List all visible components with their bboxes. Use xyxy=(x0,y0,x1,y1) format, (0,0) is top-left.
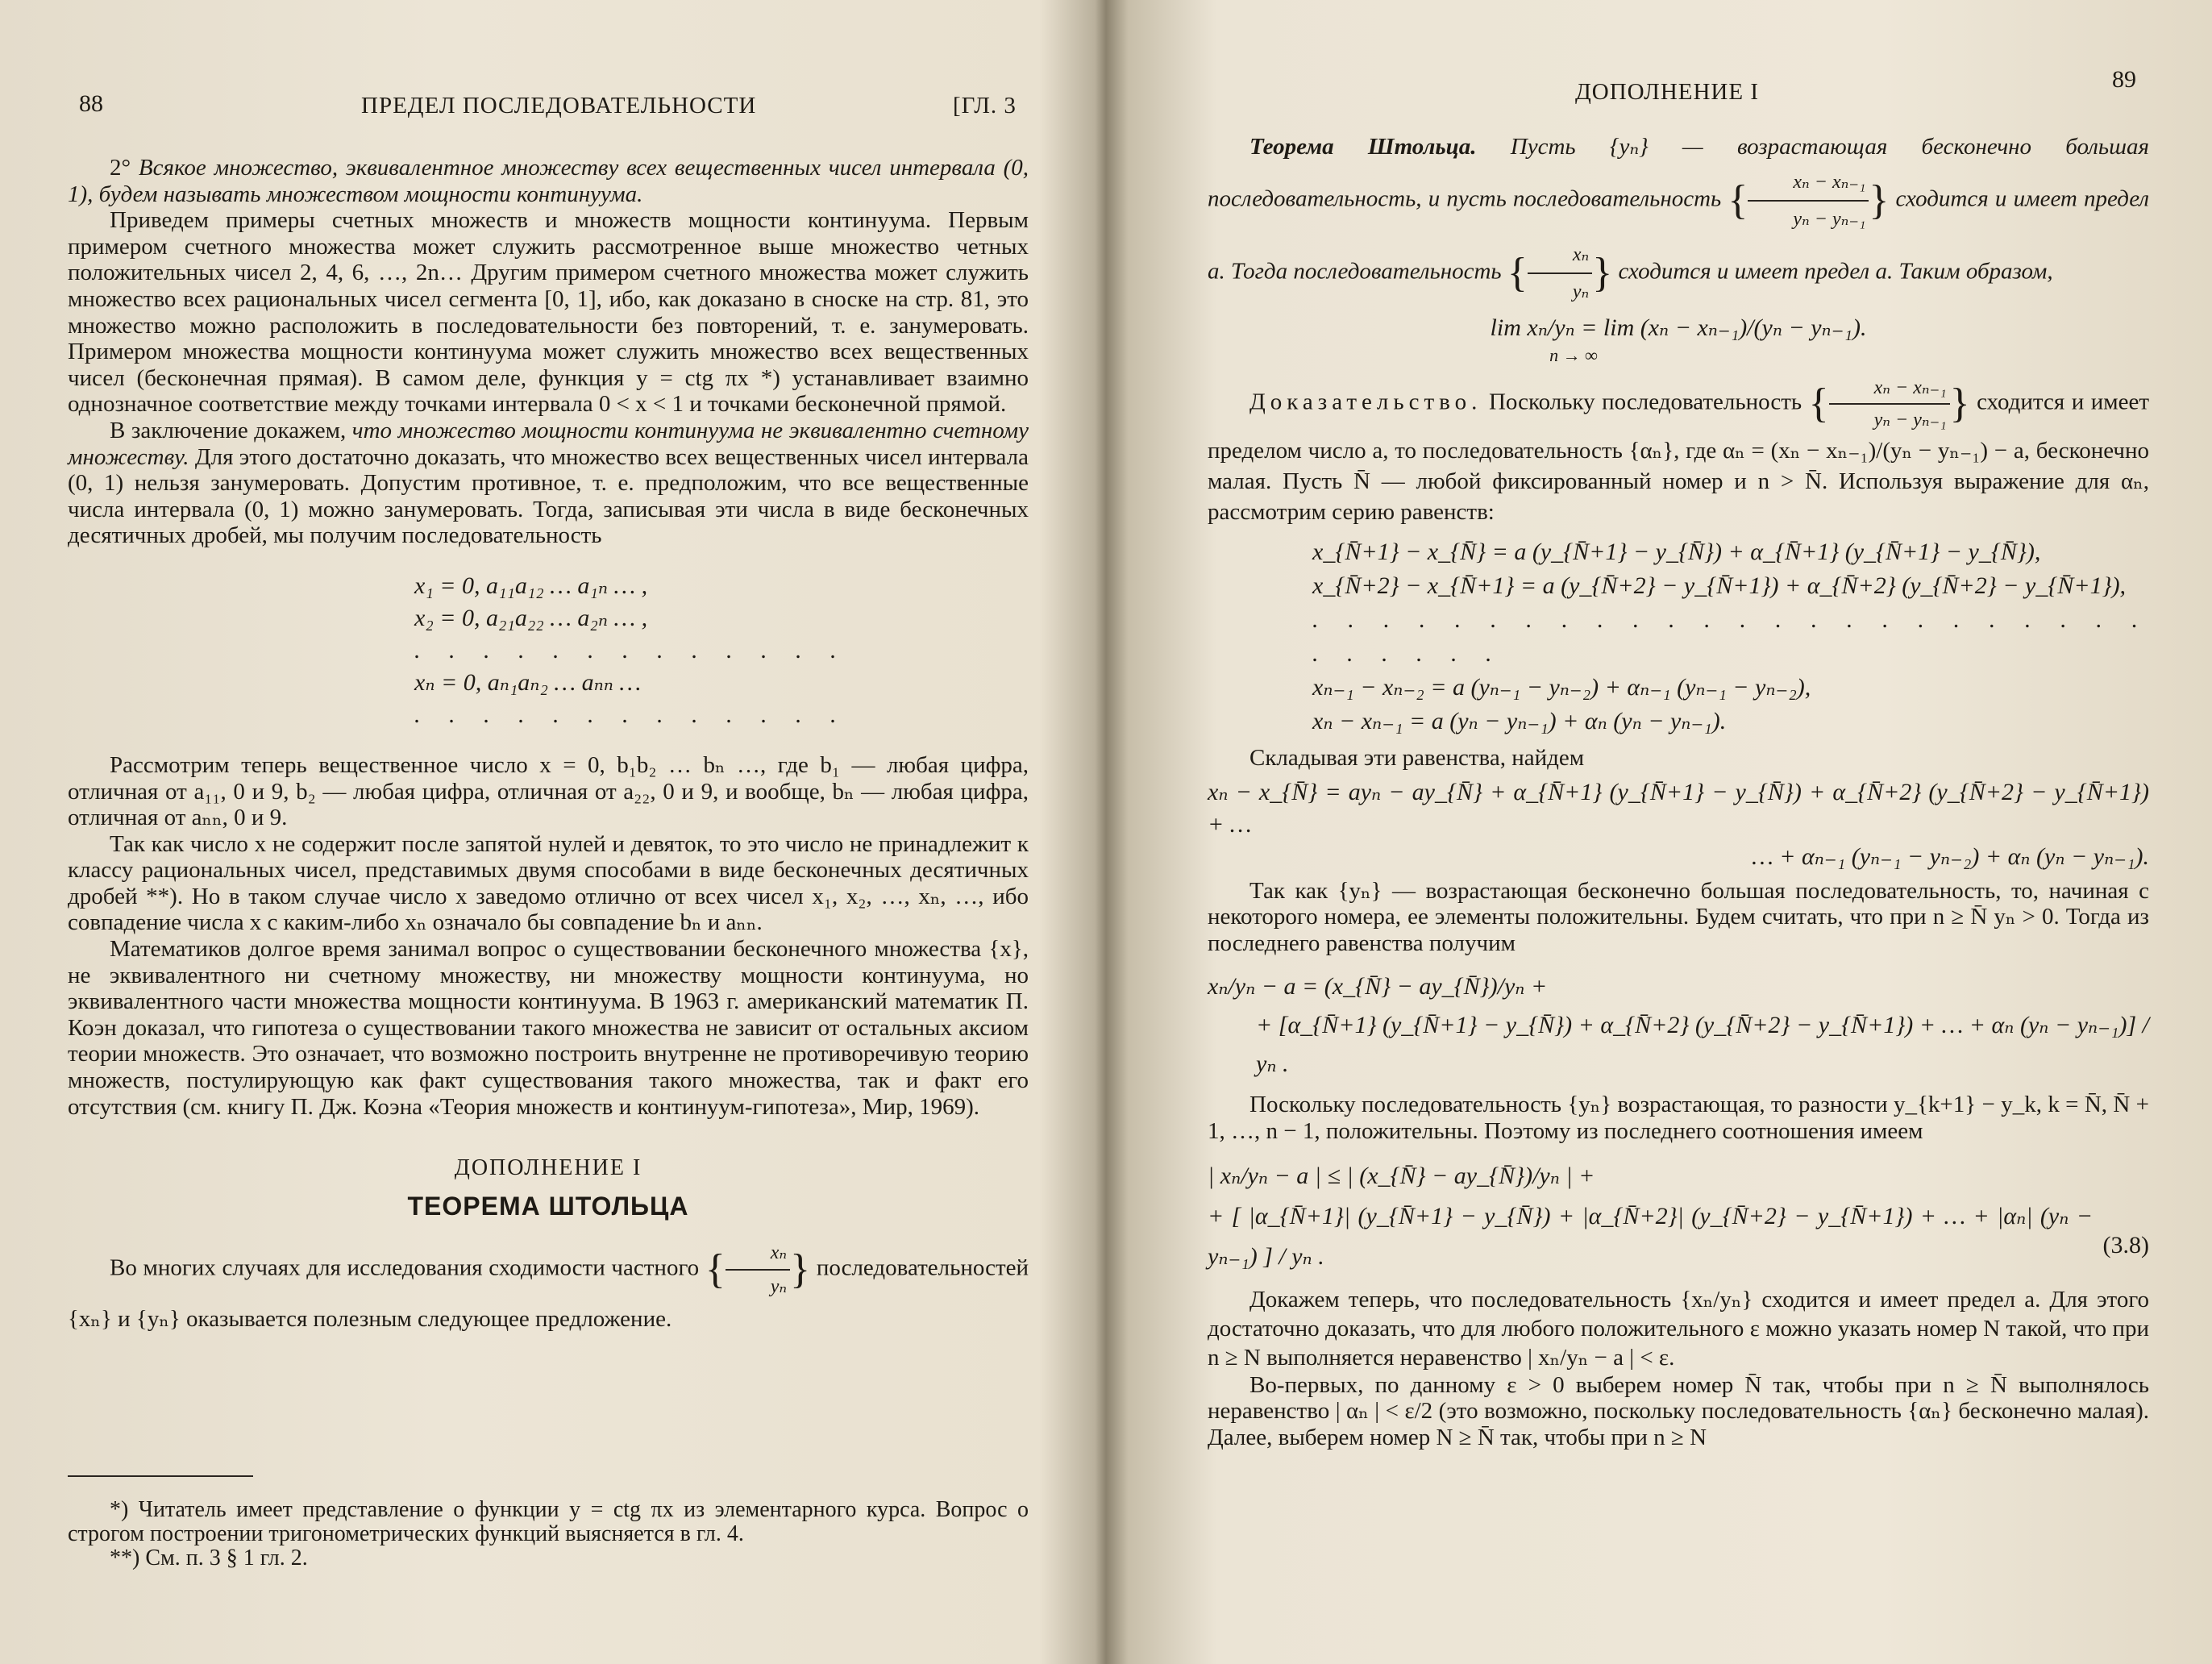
paragraph-first: Во-первых, по данному ε > 0 выберем номер N̄ так, чтобы при n ≥ N̄ выполнялось неравенство | αₙ | < ε/2 (это возможно, поскольку последовательность {αₙ} бесконечно малая). Далее, выберем номер N ≥ N̄ так, чтобы при n ≥ N xyxy=(1208,1371,2149,1450)
sequence-dots: . . . . . . . . . . . . . xyxy=(414,636,848,664)
sum-equation: xₙ − x_{N̄} = ayₙ − ay_{N̄} + α_{N̄+1} (y_{N̄+1} − y_{N̄}) + α_{N̄+2} (y_{N̄+2} − y_{N̄+1}) + … … + αₙ₋₁ (yₙ₋₁ − yₙ₋₂) + αₙ (yₙ − yₙ₋₁). xyxy=(1208,778,2149,870)
fraction-differences-2: $\frac{\text{xₙ − xₙ₋₁}}{\text{yₙ − yₙ₋₁}}$ xyxy=(1829,372,1950,435)
theorem-statement: Теорема Штольца. Пусть {yₙ} — возрастающая бесконечно большая последовательность, и пусть последовательность { $\frac{\text{xₙ − xₙ₋₁}}{\text{yₙ − yₙ₋₁}}$ } сходится и имеет предел a. Тогда последовательность { $\frac{\text{xₙ}}{\text{yₙ}}$ } сходится и имеет предел a. Таким образом, xyxy=(1208,129,2149,310)
sequence-line: xₙ = 0, aₙ₁aₙ₂ … aₙₙ … xyxy=(414,668,642,696)
page-number-left: 88 xyxy=(79,90,103,117)
series-line: xₙ₋₁ − xₙ₋₂ = a (yₙ₋₁ − yₙ₋₂) + αₙ₋₁ (yₙ₋₁ − yₙ₋₂), xyxy=(1312,674,1811,701)
sequence-line: x₁ = 0, a₁₁a₁₂ … a₁ₙ … , xyxy=(414,572,648,599)
paragraph-positive: Так как {yₙ} — возрастающая бесконечно большая последовательность, то, начиная с некоторого номера, ее элементы положительны. Будем считать, что при n ≥ N̄ yₙ > 0. Тогда из последнего равенства получим xyxy=(1208,877,2149,956)
definition-text: Всякое множество, эквивалентное множеству всех вещественных чисел интервала (0, 1), будем называть множеством мощности континуума. xyxy=(68,155,1029,207)
limit-equation: lim xₙ/yₙ = lim (xₙ − xₙ₋₁)/(yₙ − yₙ₋₁). n → ∞ xyxy=(1208,310,2149,372)
page-number-right: 89 xyxy=(2112,66,2136,93)
right-page xyxy=(1108,0,2212,1664)
footnote-rule xyxy=(68,1475,253,1477)
paragraph-examples: Приведем примеры счетных множеств и множеств мощности континуума. Первым примером счетного множества может служить рассмотренное выше множество четных положительных чисел 2, 4, 6, …, 2n… Другим примером счетного множества может служить множество всех рациональных чисел сегмента [0, 1], ибо, как доказано в сноске на стр. 81, это множество можно расположить в последовательности без повторений, т. е. занумеровать. Примером множества мощности континуума может служить множество всех вещественных чисел (бесконечная прямая). В самом деле, функция y = ctg πx *) устанавливает взаимно однозначное соответствие между точками интервала 0 < x < 1 и точками бесконечной прямой. xyxy=(68,207,1029,418)
footnote-1: *) Читатель имеет представление о функции y = ctg πx из элементарного курса. Вопрос о строгом построении тригонометрических функций выясняется в гл. 4. xyxy=(68,1497,1029,1546)
series-line: x_{N̄+2} − x_{N̄+1} = a (y_{N̄+2} − y_{N̄+1}) + α_{N̄+2} (y_{N̄+2} − y_{N̄+1}), xyxy=(1312,572,2127,599)
paragraph-definition: 2° Всякое множество, эквивалентное множеству всех вещественных чисел интервала (0, 1), будем называть множеством мощности континуума. xyxy=(68,155,1029,207)
sequence-block xyxy=(68,549,1029,752)
fraction-xn-yn: $\frac{\text{xₙ}}{\text{yₙ}}$ xyxy=(726,1237,790,1303)
appendix-heading: ДОПОЛНЕНИЕ I xyxy=(454,1155,642,1181)
paragraph-intro: Во многих случаях для исследования сходимости частного { $\frac{\text{xₙ}}{\text{yₙ}}$ } последовательностей {xₙ} и {yₙ} оказывается полезным следующее предложение. xyxy=(68,1237,1029,1335)
paragraph-cohen: Математиков долгое время занимал вопрос о существовании бесконечного множества {x}, не эквивалентного ни счетному множеству, ни множеству мощности континуума, но эквивалентного части множества мощности континуума. В 1963 г. американский математик П. Коэн доказал, что гипотеза о существовании такого множества не зависит от остальных аксиом теории множеств. Это означает, что возможно построить внутренне не противоречивую теорию множеств, постулирующую как факт существования такого множества, так и факт его отсутствия (см. книгу П. Дж. Коэна «Теория множеств и континуум-гипотеза», Мир, 1969). xyxy=(68,936,1029,1120)
footnotes xyxy=(68,1498,1029,1570)
proof-start: Доказательство. Поскольку последовательность { $\frac{\text{xₙ − xₙ₋₁}}{\text{yₙ − yₙ₋₁}}$ } сходится и имеет пределом число a, то последовательность {αₙ}, где αₙ = (xₙ − xₙ₋₁)/(yₙ − yₙ₋₁) − a, бесконечно малая. Пусть N̄ — любой фиксированный номер и n > N̄. Используя выражение для αₙ, рассмотрим серию равенств: xyxy=(1208,372,2149,527)
fraction-differences: $\frac{\text{xₙ − xₙ₋₁}}{\text{yₙ − yₙ₋₁}}$ xyxy=(1748,164,1869,237)
limit-subscript: n → ∞ xyxy=(1549,345,1598,365)
left-body xyxy=(68,155,1029,1335)
proof-label: Доказательство. xyxy=(1249,389,1482,415)
theorem-heading: ТЕОРЕМА ШТОЛЬЦА xyxy=(407,1191,689,1221)
running-head-right: ДОПОЛНЕНИЕ I xyxy=(1575,79,1759,105)
running-head-left: ПРЕДЕЛ ПОСЛЕДОВАТЕЛЬНОСТИ xyxy=(361,93,757,119)
chapter-label: [ГЛ. 3 xyxy=(953,93,1017,119)
sequence-line: x₂ = 0, a₂₁a₂₂ … a₂ₙ … , xyxy=(414,604,648,631)
series-dots: . . . . . . . . . . . . . . . . . . . . . . . . . . . . . . xyxy=(1312,606,2149,667)
series-equalities xyxy=(1208,527,2149,745)
series-line: x_{N̄+1} − x_{N̄} = a (y_{N̄+1} − y_{N̄}) + α_{N̄+1} (y_{N̄+1} − y_{N̄}), xyxy=(1312,539,2041,565)
paragraph-prove: Докажем теперь, что последовательность {xₙ/yₙ} сходится и имеет предел a. Для этого достаточно доказать, что для любого положительного ε можно указать номер N такой, что при n ≥ N выполняется неравенство | xₙ/yₙ − a | < ε. xyxy=(1208,1286,2149,1371)
equation-tag: (3.8) xyxy=(2102,1231,2149,1258)
paragraph-argument: Так как число x не содержит после запятой нулей и девяток, то это число не принадлежит к классу рациональных чисел, представимых двумя способами в виде бесконечных десятичных дробей **). Но в таком случае число x заведомо отлично от всех чисел x₁, x₂, …, xₙ, …, ибо совпадение числа x с каким-либо xₙ означало бы совпадение bₙ и aₙₙ. xyxy=(68,830,1029,936)
footnote-2: **) См. п. 3 § 1 гл. 2. xyxy=(110,1545,308,1570)
paragraph-construct: Рассмотрим теперь вещественное число x = 0, b₁b₂ … bₙ …, где b₁ — любая цифра, отличная от a₁₁, 0 и 9, b₂ — любая цифра, отличная от a₂₂, 0 и 9, и вообще, bₙ — любая цифра, отличная от aₙₙ, 0 и 9. xyxy=(68,751,1029,831)
fraction-equation: xₙ/yₙ − a = (x_{N̄} − ay_{N̄})/yₙ + + [α_{N̄+1} (y_{N̄+1} − y_{N̄}) + α_{N̄+2} (y_{N̄+2} − y_{N̄+1}) + … + αₙ (yₙ − yₙ₋₁)] / yₙ . xyxy=(1208,973,2149,1078)
left-page xyxy=(0,0,1104,1664)
paragraph-differences: Поскольку последовательность {yₙ} возрастающая, то разности y_{k+1} − y_k, k = N̄, N̄ + 1, …, n − 1, положительны. Поэтому из последнего соотношения имеем xyxy=(1208,1092,2149,1144)
fraction-ratio: $\frac{\text{xₙ}}{\text{yₙ}}$ xyxy=(1528,237,1592,310)
inequality-3-8: | xₙ/yₙ − a | ≤ | (x_{N̄} − ay_{N̄})/yₙ | + + [ |α_{N̄+1}| (y_{N̄+1} − y_{N̄}) + |α_{N̄+2}| (y_{N̄+2} − y_{N̄+1}) + … + |αₙ| (yₙ − yₙ₋₁) ] / yₙ . (3.8) xyxy=(1208,1162,2149,1270)
sum-intro: Складывая эти равенства, найдем xyxy=(1249,745,1585,771)
series-line: xₙ − xₙ₋₁ = a (yₙ − yₙ₋₁) + αₙ (yₙ − yₙ₋₁). xyxy=(1312,708,1727,734)
paragraph-conclusion: В заключение докажем, что множество мощности континуума не эквивалентно счетному множеству. Для этого достаточно доказать, что множество всех вещественных чисел интервала (0, 1) нельзя занумеровать. Допустим противное, т. е. предположим, что все вещественные числа интервала (0, 1) можно занумеровать. Тогда, записывая эти числа в виде бесконечных десятичных дробей, мы получим последовательность xyxy=(68,417,1029,549)
right-body xyxy=(1208,129,2149,1450)
theorem-title: Теорема Штольца. xyxy=(1249,134,1477,160)
sequence-dots: . . . . . . . . . . . . . xyxy=(414,701,848,728)
